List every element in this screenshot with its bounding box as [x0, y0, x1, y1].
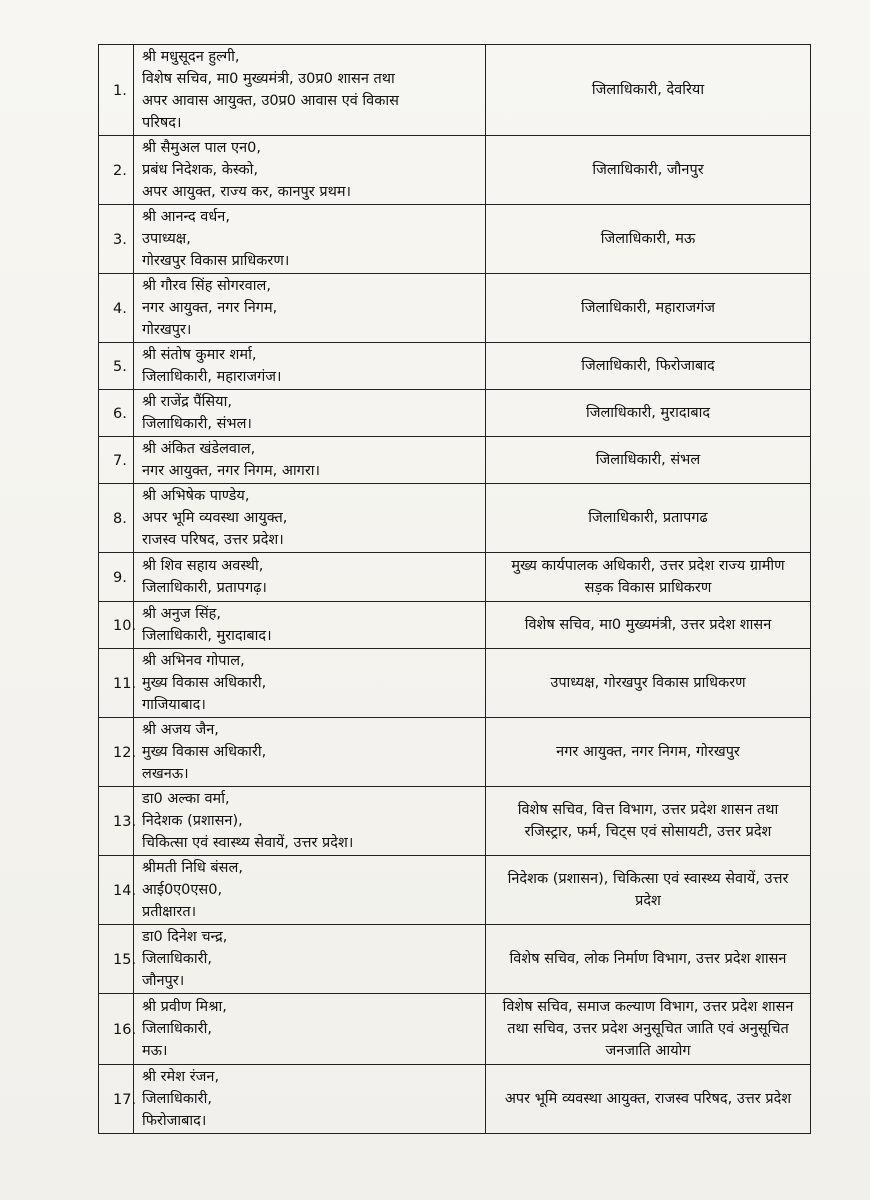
- officer-line: प्रबंध निदेशक, केस्को,: [142, 162, 259, 178]
- officer-line: जौनपुर।: [142, 973, 185, 989]
- officer-line: श्री मधुसूदन हुल्गी,: [142, 49, 240, 65]
- officer-line: जिलाधिकारी, महाराजगंज।: [142, 369, 282, 385]
- table-row: [99, 994, 811, 1065]
- serial-number: 2.: [99, 136, 134, 205]
- serial-number: 9.: [99, 553, 134, 602]
- officer-line: श्री अंकित खंडेलवाल,: [142, 441, 256, 457]
- officer-line: जिलाधिकारी,: [142, 1091, 212, 1107]
- table-row: [99, 787, 811, 856]
- table-row: [99, 343, 811, 390]
- table-row: [99, 553, 811, 602]
- officer-details: [134, 136, 486, 205]
- officer-line: विशेष सचिव, मा0 मुख्यमंत्री, उ0प्र0 शासन तथा: [142, 71, 395, 87]
- table-row: [99, 437, 811, 484]
- officer-line: अपर आवास आयुक्त, उ0प्र0 आवास एवं विकास: [142, 93, 399, 109]
- officer-line: श्री राजेंद्र पैंसिया,: [142, 394, 232, 410]
- new-posting: जिलाधिकारी, मुरादाबाद: [486, 390, 811, 437]
- serial-number: 15.: [99, 925, 134, 994]
- officer-line: श्री सैमुअल पाल एन0,: [142, 140, 261, 156]
- officer-line: जिलाधिकारी, मुरादाबाद।: [142, 628, 272, 644]
- officer-details: [134, 553, 486, 602]
- officer-line: जिलाधिकारी, प्रतापगढ़।: [142, 580, 267, 596]
- officer-details: [134, 856, 486, 925]
- new-posting: जिलाधिकारी, संभल: [486, 437, 811, 484]
- table-row: [99, 925, 811, 994]
- new-posting: विशेष सचिव, मा0 मुख्यमंत्री, उत्तर प्रदेश शासन: [486, 602, 811, 649]
- table-row: [99, 390, 811, 437]
- officer-line: डा0 दिनेश चन्द्र,: [142, 929, 228, 945]
- table-row: [99, 718, 811, 787]
- officer-line: श्री आनन्द वर्धन,: [142, 209, 230, 225]
- serial-number: 10.: [99, 602, 134, 649]
- officer-line: चिकित्सा एवं स्वास्थ्य सेवायें, उत्तर प्रदेश।: [142, 835, 354, 851]
- officer-line: गाजियाबाद।: [142, 697, 206, 713]
- table-row: [99, 274, 811, 343]
- officer-line: श्री अभिनव गोपाल,: [142, 653, 245, 669]
- officer-details: [134, 343, 486, 390]
- officer-line: प्रतीक्षारत।: [142, 904, 197, 920]
- new-posting: अपर भूमि व्यवस्था आयुक्त, राजस्व परिषद, उत्तर प्रदेश: [486, 1065, 811, 1134]
- officer-details: [134, 925, 486, 994]
- officer-line: अपर आयुक्त, राज्य कर, कानपुर प्रथम।: [142, 184, 352, 200]
- serial-number: 6.: [99, 390, 134, 437]
- serial-number: 7.: [99, 437, 134, 484]
- officer-line: आई0ए0एस0,: [142, 882, 223, 898]
- serial-number: 17.: [99, 1065, 134, 1134]
- new-posting: जिलाधिकारी, मऊ: [486, 205, 811, 274]
- serial-number: 5.: [99, 343, 134, 390]
- officer-line: मुख्य विकास अधिकारी,: [142, 675, 267, 691]
- officer-line: परिषद।: [142, 115, 182, 131]
- serial-number: 13.: [99, 787, 134, 856]
- new-posting: विशेष सचिव, समाज कल्याण विभाग, उत्तर प्रदेश शासन तथा सचिव, उत्तर प्रदेश अनुसूचित जाति एवं अनुसूचित जनजाति आयोग: [486, 994, 811, 1065]
- new-posting: निदेशक (प्रशासन), चिकित्सा एवं स्वास्थ्य सेवायें, उत्तर प्रदेश: [486, 856, 811, 925]
- table-row: [99, 856, 811, 925]
- new-posting: जिलाधिकारी, महाराजगंज: [486, 274, 811, 343]
- table-row: [99, 45, 811, 136]
- new-posting: नगर आयुक्त, नगर निगम, गोरखपुर: [486, 718, 811, 787]
- officer-line: मऊ।: [142, 1043, 168, 1059]
- serial-number: 8.: [99, 484, 134, 553]
- officer-line: जिलाधिकारी,: [142, 951, 212, 967]
- faded-header-mark: [150, 14, 240, 28]
- officer-line: श्री रमेश रंजन,: [142, 1069, 220, 1085]
- new-posting: जिलाधिकारी, देवरिया: [486, 45, 811, 136]
- officer-details: [134, 274, 486, 343]
- new-posting: विशेष सचिव, वित्त विभाग, उत्तर प्रदेश शासन तथा रजिस्ट्रार, फर्म, चिट्स एवं सोसायटी, उत्तर प्रदेश: [486, 787, 811, 856]
- officer-line: श्री अभिषेक पाण्डेय,: [142, 488, 250, 504]
- officer-line: श्रीमती निधि बंसल,: [142, 860, 243, 876]
- table-row: [99, 484, 811, 553]
- serial-number: 16.: [99, 994, 134, 1065]
- serial-number: 4.: [99, 274, 134, 343]
- officer-line: मुख्य विकास अधिकारी,: [142, 744, 267, 760]
- officer-line: श्री अजय जैन,: [142, 722, 219, 738]
- table-body: [99, 45, 811, 1134]
- officer-line: श्री शिव सहाय अवस्थी,: [142, 558, 264, 574]
- officer-details: [134, 649, 486, 718]
- serial-number: 3.: [99, 205, 134, 274]
- serial-number: 14.: [99, 856, 134, 925]
- officer-line: श्री प्रवीण मिश्रा,: [142, 999, 227, 1015]
- officer-line: निदेशक (प्रशासन),: [142, 813, 243, 829]
- officer-details: [134, 390, 486, 437]
- new-posting: विशेष सचिव, लोक निर्माण विभाग, उत्तर प्रदेश शासन: [486, 925, 811, 994]
- officer-details: [134, 484, 486, 553]
- new-posting: उपाध्यक्ष, गोरखपुर विकास प्राधिकरण: [486, 649, 811, 718]
- officer-line: नगर आयुक्त, नगर निगम,: [142, 300, 278, 316]
- officer-details: [134, 205, 486, 274]
- table-row: [99, 1065, 811, 1134]
- officer-line: जिलाधिकारी,: [142, 1021, 212, 1037]
- officer-line: गोरखपुर।: [142, 322, 192, 338]
- transfer-table: [98, 44, 811, 1134]
- officer-line: श्री संतोष कुमार शर्मा,: [142, 347, 257, 363]
- serial-number: 12.: [99, 718, 134, 787]
- table-row: [99, 205, 811, 274]
- officer-line: जिलाधिकारी, संभल।: [142, 416, 252, 432]
- officer-details: [134, 787, 486, 856]
- table-row: [99, 602, 811, 649]
- officer-line: नगर आयुक्त, नगर निगम, आगरा।: [142, 463, 321, 479]
- table-row: [99, 136, 811, 205]
- serial-number: 1.: [99, 45, 134, 136]
- officer-line: राजस्व परिषद, उत्तर प्रदेश।: [142, 532, 284, 548]
- new-posting: मुख्य कार्यपालक अधिकारी, उत्तर प्रदेश राज्य ग्रामीण सड़क विकास प्राधिकरण: [486, 553, 811, 602]
- officer-line: श्री अनुज सिंह,: [142, 606, 221, 622]
- officer-details: [134, 45, 486, 136]
- officer-line: लखनऊ।: [142, 766, 189, 782]
- officer-details: [134, 602, 486, 649]
- officer-details: [134, 994, 486, 1065]
- officer-line: श्री गौरव सिंह सोगरवाल,: [142, 278, 271, 294]
- new-posting: जिलाधिकारी, प्रतापगढ: [486, 484, 811, 553]
- new-posting: जिलाधिकारी, फिरोजाबाद: [486, 343, 811, 390]
- officer-details: [134, 1065, 486, 1134]
- table-row: [99, 649, 811, 718]
- officer-line: उपाध्यक्ष,: [142, 231, 191, 247]
- officer-line: अपर भूमि व्यवस्था आयुक्त,: [142, 510, 288, 526]
- new-posting: जिलाधिकारी, जौनपुर: [486, 136, 811, 205]
- officer-details: [134, 437, 486, 484]
- officer-details: [134, 718, 486, 787]
- officer-line: गोरखपुर विकास प्राधिकरण।: [142, 253, 290, 269]
- serial-number: 11.: [99, 649, 134, 718]
- officer-line: डा0 अल्का वर्मा,: [142, 791, 230, 807]
- officer-line: फिरोजाबाद।: [142, 1113, 207, 1129]
